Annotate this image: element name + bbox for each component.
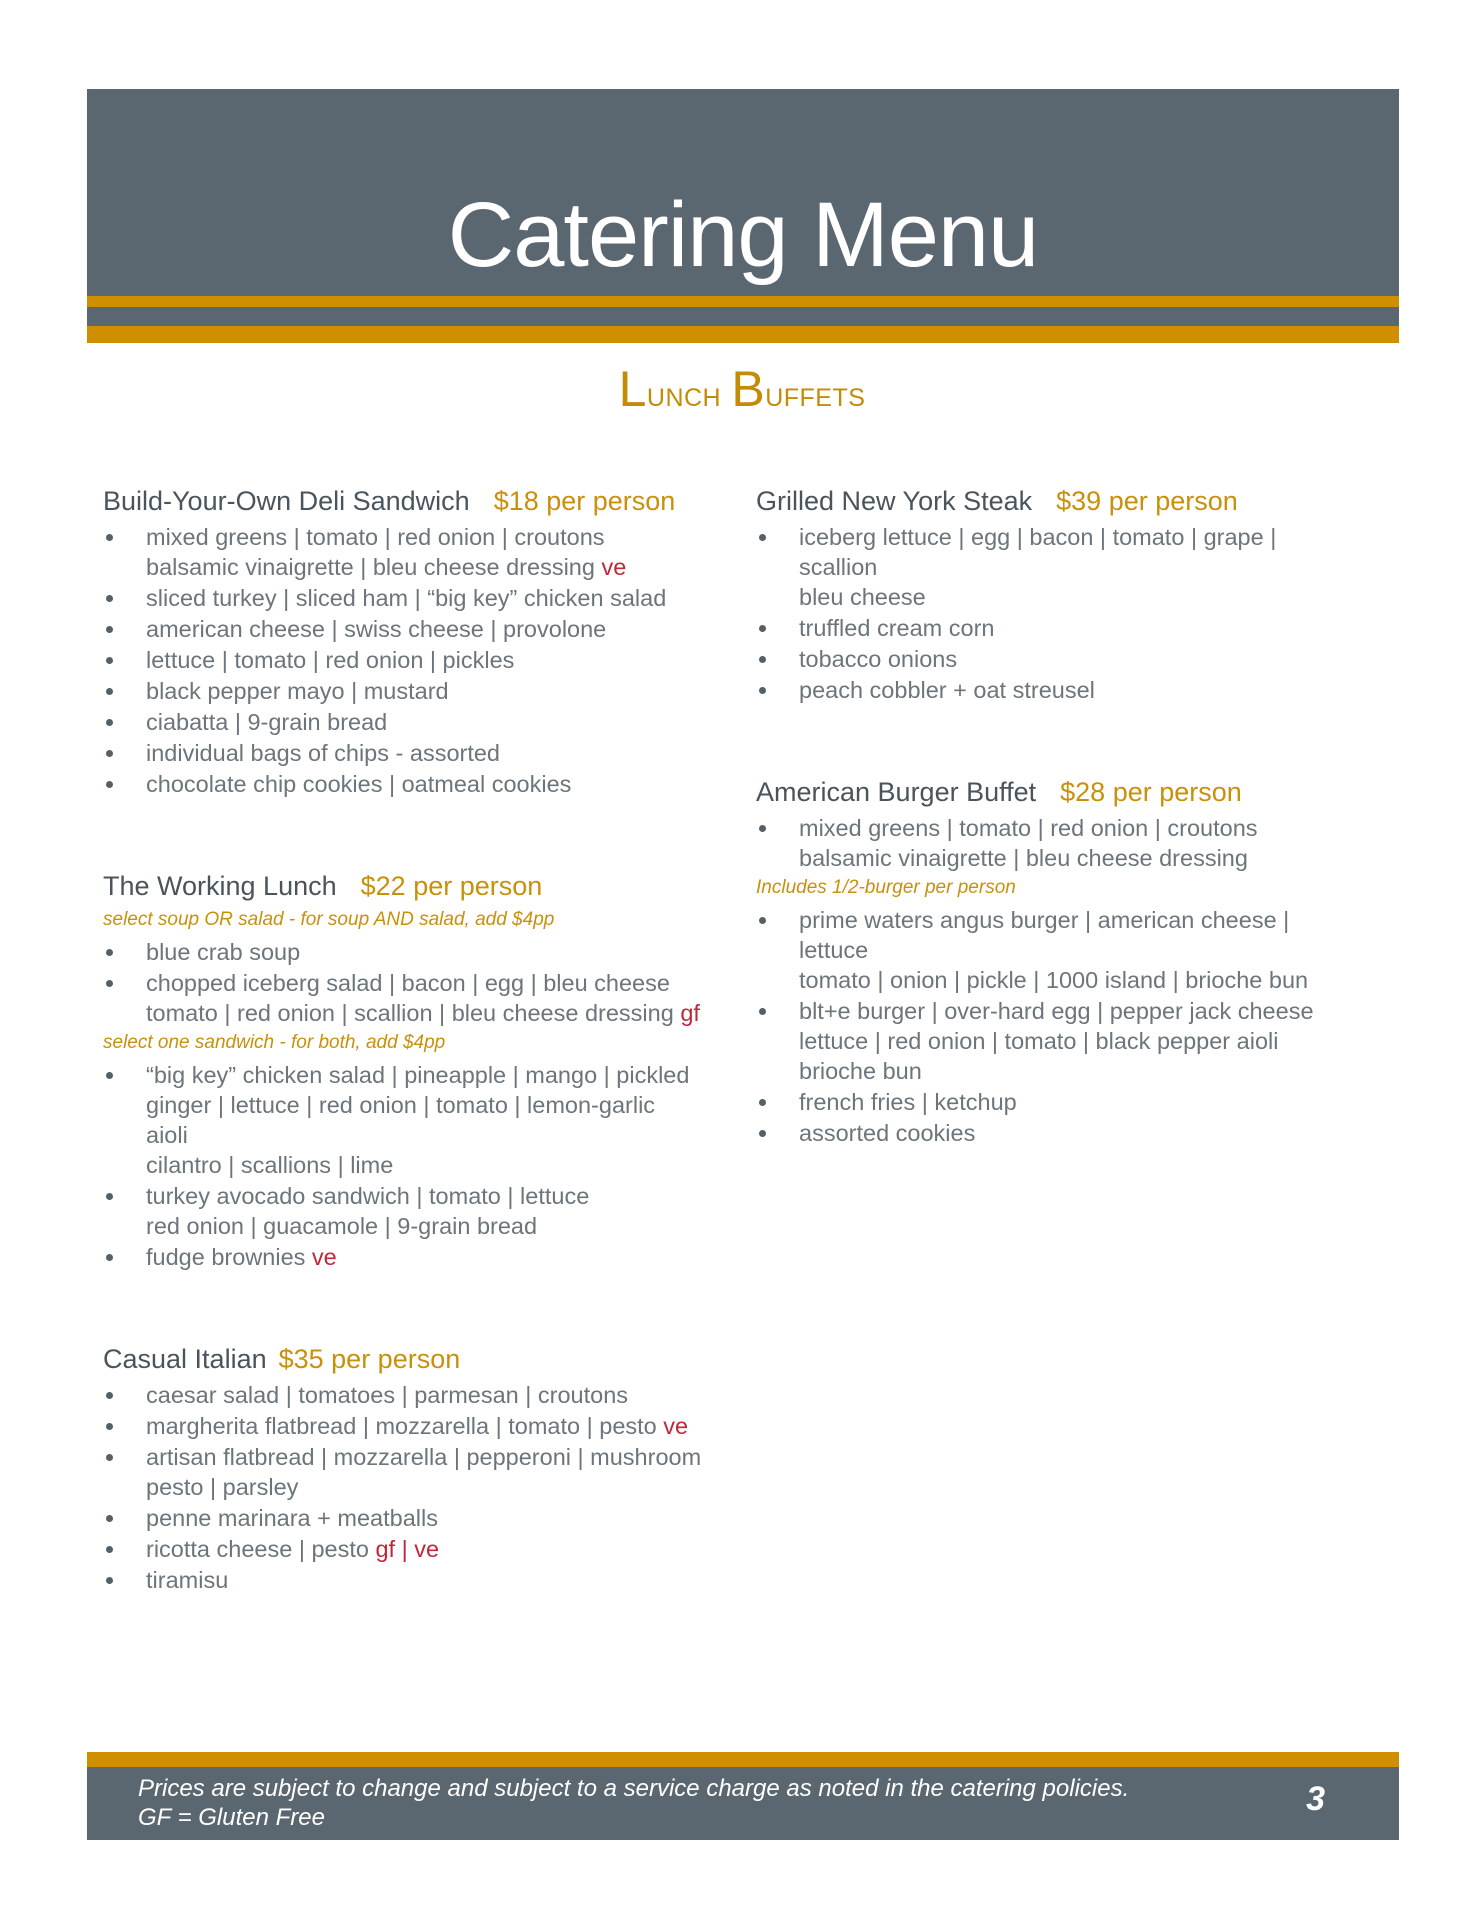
menu-heading bbox=[103, 1340, 703, 1378]
diet-tag: gf bbox=[680, 1000, 700, 1026]
diet-tag: ve bbox=[663, 1413, 689, 1439]
page-number: 3 bbox=[1306, 1780, 1325, 1818]
list-item: american cheese | swiss cheese | provolone bbox=[103, 614, 703, 644]
section-title: Lunch Buffets bbox=[618, 361, 866, 417]
item-list bbox=[103, 1060, 703, 1272]
list-item: sliced turkey | sliced ham | “big key” chicken salad bbox=[103, 583, 703, 613]
list-item: assorted cookies bbox=[756, 1118, 1356, 1148]
list-item: artisan flatbread | mozzarella | pepperoni | mushroom pesto | parsley bbox=[103, 1442, 703, 1502]
list-item: chopped iceberg salad | bacon | egg | bleu cheese tomato | red onion | scallion | bleu cheese dressing gf bbox=[103, 968, 703, 1028]
menu-name: American Burger Buffet bbox=[756, 777, 1037, 807]
header-stripe-bottom bbox=[87, 326, 1399, 343]
list-item: turkey avocado sandwich | tomato | lettuce red onion | guacamole | 9-grain bread bbox=[103, 1181, 703, 1241]
list-item: black pepper mayo | mustard bbox=[103, 676, 703, 706]
footer-note bbox=[138, 1774, 1129, 1832]
menu-working-lunch bbox=[103, 867, 703, 1272]
menu-price: $18 per person bbox=[493, 486, 676, 516]
footer-stripe bbox=[87, 1752, 1399, 1767]
list-item: margherita flatbread | mozzarella | tomato | pesto ve bbox=[103, 1411, 703, 1441]
item-list bbox=[756, 522, 1356, 705]
footer-banner bbox=[87, 1752, 1399, 1840]
menu-heading bbox=[756, 773, 1356, 811]
menu-price: $39 per person bbox=[1056, 486, 1238, 516]
footer-note-line2: GF = Gluten Free bbox=[138, 1804, 325, 1831]
list-item: truffled cream corn bbox=[756, 613, 1356, 643]
diet-tag: gf | ve bbox=[375, 1536, 440, 1562]
menu-deli bbox=[103, 482, 703, 799]
menu-name: The Working Lunch bbox=[103, 871, 337, 901]
menu-burger-buffet bbox=[756, 773, 1356, 1148]
list-item: ricotta cheese | pesto gf | ve bbox=[103, 1534, 703, 1564]
menu-heading bbox=[103, 867, 703, 905]
menu-price: $28 per person bbox=[1060, 777, 1242, 807]
list-item: iceberg lettuce | egg | bacon | tomato | grape | scallion bleu cheese bbox=[756, 522, 1356, 612]
diet-tag: ve bbox=[311, 1244, 337, 1270]
menu-name: Casual Italian bbox=[103, 1344, 267, 1374]
list-item: caesar salad | tomatoes | parmesan | croutons bbox=[103, 1380, 703, 1410]
item-list bbox=[756, 905, 1356, 1148]
menu-note: select soup OR salad - for soup AND salad, add $4pp bbox=[103, 909, 555, 930]
menu-name: Grilled New York Steak bbox=[756, 486, 1033, 516]
list-item: blt+e burger | over-hard egg | pepper jack cheese lettuce | red onion | tomato | black pepper aioli brioche bun bbox=[756, 996, 1356, 1086]
footer-note-line1: Prices are subject to change and subject to a service charge as noted in the catering policies. bbox=[138, 1775, 1130, 1802]
list-item: fudge brownies ve bbox=[103, 1242, 703, 1272]
item-list bbox=[756, 813, 1356, 873]
menu-price: $35 per person bbox=[278, 1344, 461, 1374]
list-item: ciabatta | 9-grain bread bbox=[103, 707, 703, 737]
header-banner bbox=[87, 89, 1399, 343]
list-item: blue crab soup bbox=[103, 937, 703, 967]
list-item: mixed greens | tomato | red onion | croutons balsamic vinaigrette | bleu cheese dressing bbox=[756, 813, 1356, 873]
list-item: penne marinara + meatballs bbox=[103, 1503, 703, 1533]
list-item: prime waters angus burger | american cheese | lettuce tomato | onion | pickle | 1000 island | brioche bun bbox=[756, 905, 1356, 995]
menu-grilled-steak bbox=[756, 482, 1356, 705]
left-column bbox=[103, 482, 703, 1663]
menu-note: select one sandwich - for both, add $4pp bbox=[103, 1032, 446, 1053]
header-stripe-top bbox=[87, 296, 1399, 307]
menu-heading bbox=[756, 482, 1356, 520]
list-item: peach cobbler + oat streusel bbox=[756, 675, 1356, 705]
menu-casual-italian bbox=[103, 1340, 703, 1595]
item-list bbox=[103, 522, 703, 799]
list-item: individual bags of chips - assorted bbox=[103, 738, 703, 768]
page-title: Catering Menu bbox=[447, 184, 1039, 286]
item-list bbox=[103, 937, 703, 1028]
list-item: tobacco onions bbox=[756, 644, 1356, 674]
list-item: chocolate chip cookies | oatmeal cookies bbox=[103, 769, 703, 799]
item-list bbox=[103, 1380, 703, 1595]
list-item: mixed greens | tomato | red onion | croutons balsamic vinaigrette | bleu cheese dressing ve bbox=[103, 522, 703, 582]
list-item: “big key” chicken salad | pineapple | mango | pickled ginger | lettuce | red onion | tomato | lemon-garlic aioli cilantro | scallions | lime bbox=[103, 1060, 703, 1180]
menu-name: Build-Your-Own Deli Sandwich bbox=[103, 486, 470, 516]
menu-note: Includes 1/2-burger per person bbox=[756, 877, 1016, 898]
right-column bbox=[756, 482, 1356, 1216]
diet-tag: ve bbox=[601, 554, 627, 580]
list-item: french fries | ketchup bbox=[756, 1087, 1356, 1117]
list-item: tiramisu bbox=[103, 1565, 703, 1595]
menu-heading bbox=[103, 482, 703, 520]
menu-price: $22 per person bbox=[360, 871, 543, 901]
list-item: lettuce | tomato | red onion | pickles bbox=[103, 645, 703, 675]
